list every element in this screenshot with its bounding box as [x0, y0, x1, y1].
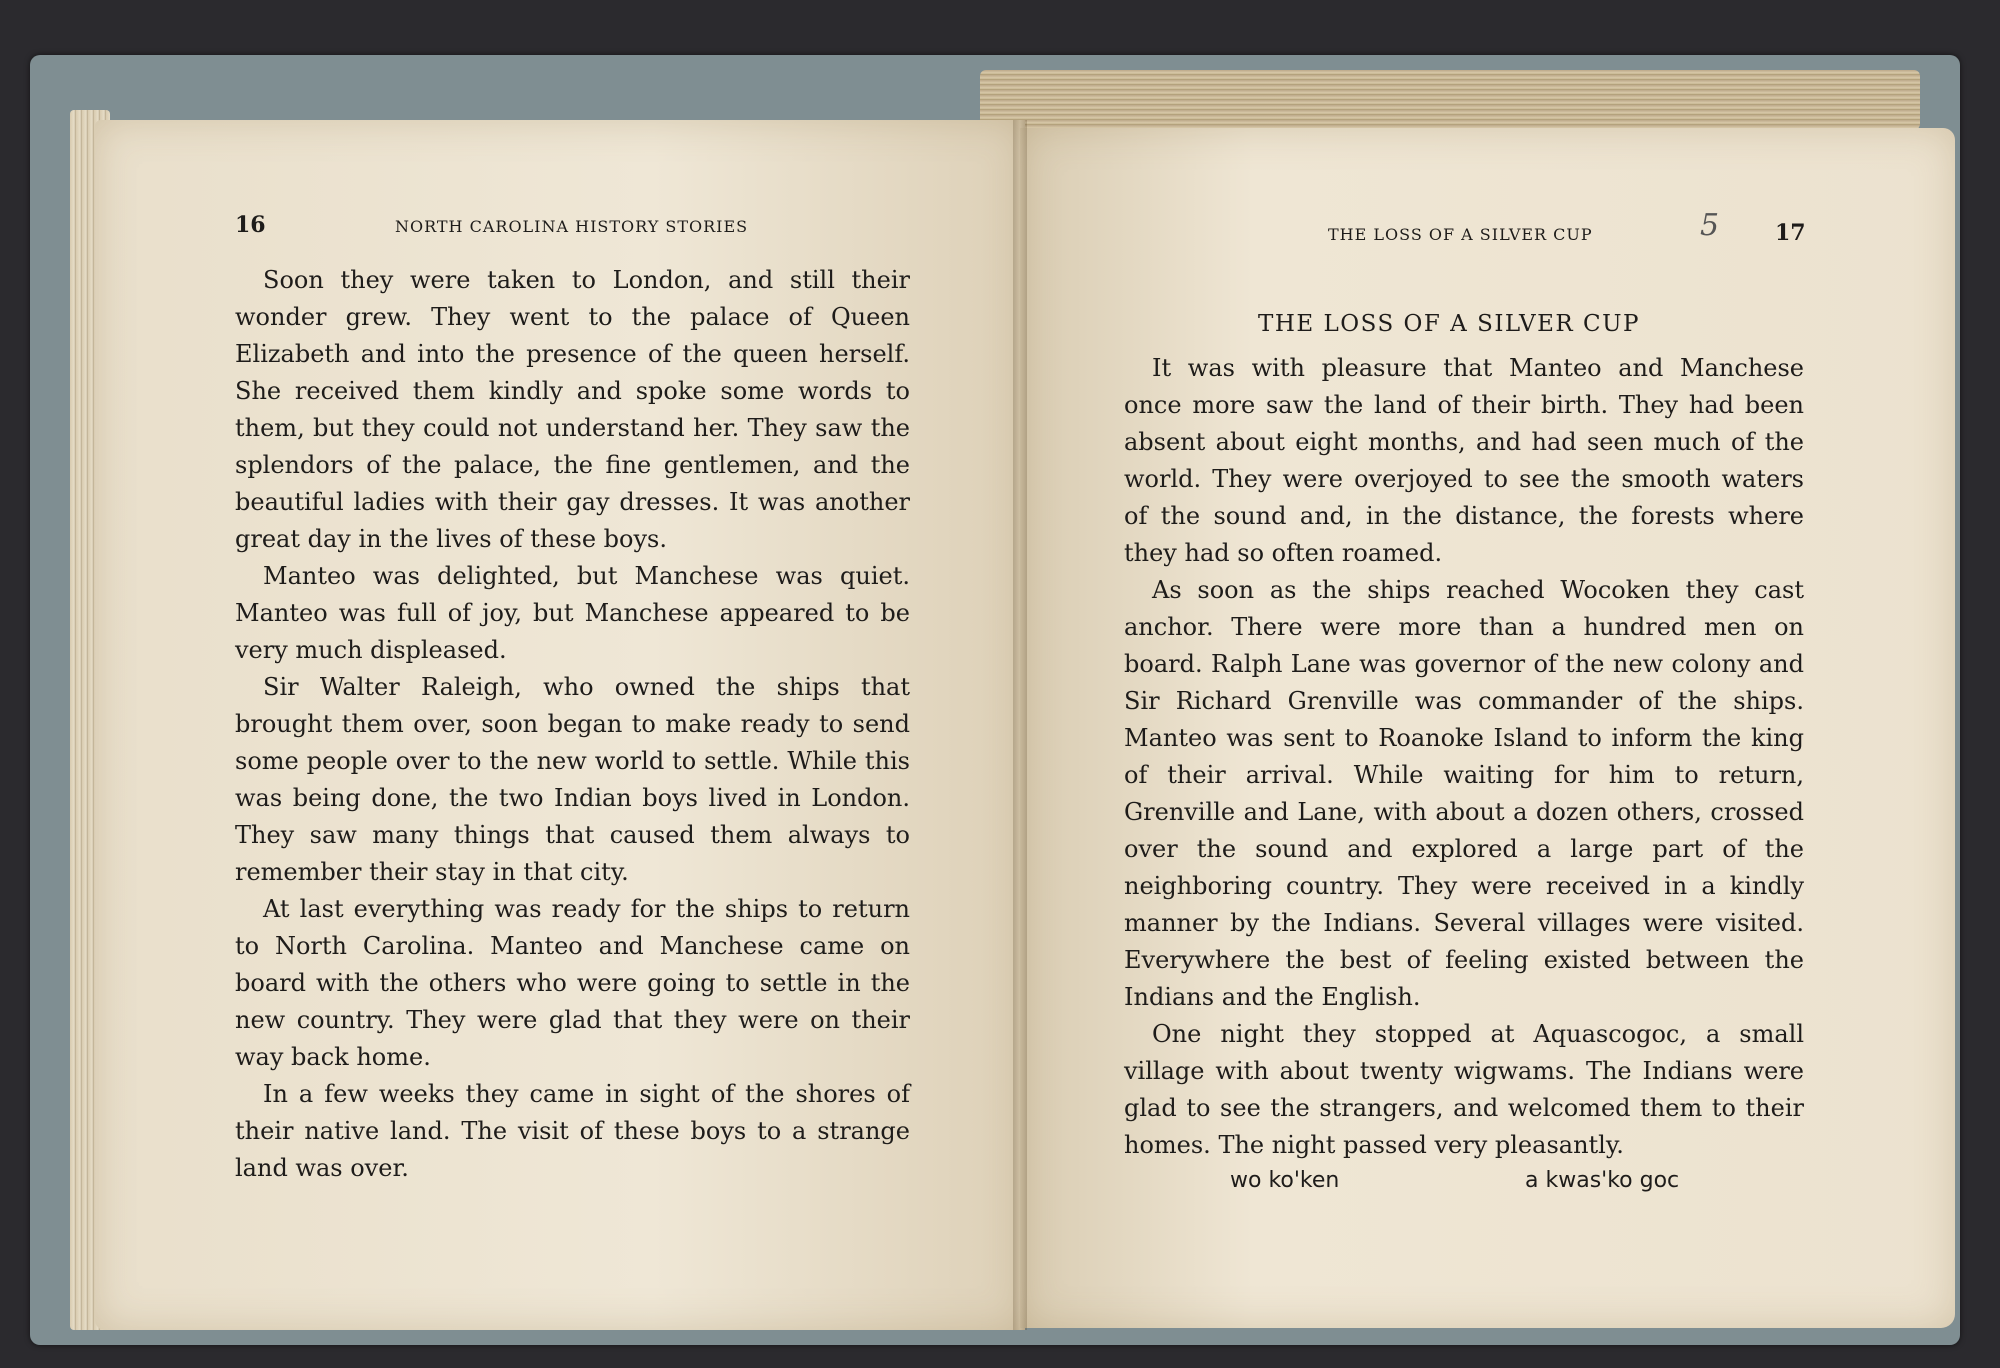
- left-page-body: [235, 262, 910, 1187]
- pronunciation-note: wo ko'ken: [1230, 1168, 1340, 1193]
- right-page: [1020, 128, 1955, 1328]
- running-head: THE LOSS OF A SILVER CUP: [1328, 225, 1593, 244]
- book-gutter: [1013, 120, 1027, 1330]
- pencil-mark: 5: [1700, 208, 1720, 243]
- paragraph: Manteo was delighted, but Manchese was quiet. Manteo was full of joy, but Manchese appeared to be very much displeased.: [235, 562, 910, 664]
- paragraph: Sir Walter Raleigh, who owned the ships that brought them over, soon began to make ready to send some people over to the new world to settle. While this was being done, the two Indian boys lived in London. They saw many things that caused them always to remember their stay in that city.: [235, 673, 910, 886]
- right-page-body: [1124, 350, 1804, 1164]
- paragraph: Soon they were taken to London, and still their wonder grew. They went to the palace of Queen Elizabeth and into the presence of the queen herself. She received them kindly and spoke some words to them, but they could not understand her. They saw the splendors of the palace, the fine gentlemen, and the beautiful ladies with their gay dresses. It was another great day in the lives of these boys.: [235, 266, 910, 553]
- paragraph: As soon as the ships reached Wocoken they cast anchor. There were more than a hundred men on board. Ralph Lane was governor of the new colony and Sir Richard Grenville was commander of the ships. Manteo was sent to Roanoke Island to inform the king of their arrival. While waiting for him to return, Grenville and Lane, with about a dozen others, crossed over the sound and explored a large part of the neighboring country. They were received in a kindly manner by the Indians. Several villages were visited. Everywhere the best of feeling existed between the Indians and the English.: [1124, 576, 1804, 1011]
- paragraph: One night they stopped at Aquascogoc, a small village with about twenty wigwams. The Indians were glad to see the strangers, and welcomed them to their homes. The night passed very pleasantly.: [1124, 1020, 1804, 1159]
- left-page: [95, 120, 1025, 1330]
- pronunciation-note: a kwas'ko goc: [1525, 1168, 1680, 1193]
- running-head: NORTH CAROLINA HISTORY STORIES: [395, 217, 749, 236]
- paragraph: It was with pleasure that Manteo and Manchese once more saw the land of their birth. They had been absent about eight months, and had seen much of the world. They were overjoyed to see the smooth waters of the sound and, in the distance, the forests where they had so often roamed.: [1124, 354, 1804, 567]
- chapter-title: THE LOSS OF A SILVER CUP: [1258, 311, 1640, 337]
- paragraph: At last everything was ready for the ships to return to North Carolina. Manteo and Manchese came on board with the others who were going to settle in the new country. They were glad that they were on their way back home.: [235, 895, 910, 1071]
- page-stack-edge: [980, 70, 1920, 130]
- paragraph: In a few weeks they came in sight of the shores of their native land. The visit of these boys to a strange land was over.: [235, 1080, 910, 1182]
- page-number: 17: [1775, 220, 1806, 246]
- page-number: 16: [235, 212, 266, 238]
